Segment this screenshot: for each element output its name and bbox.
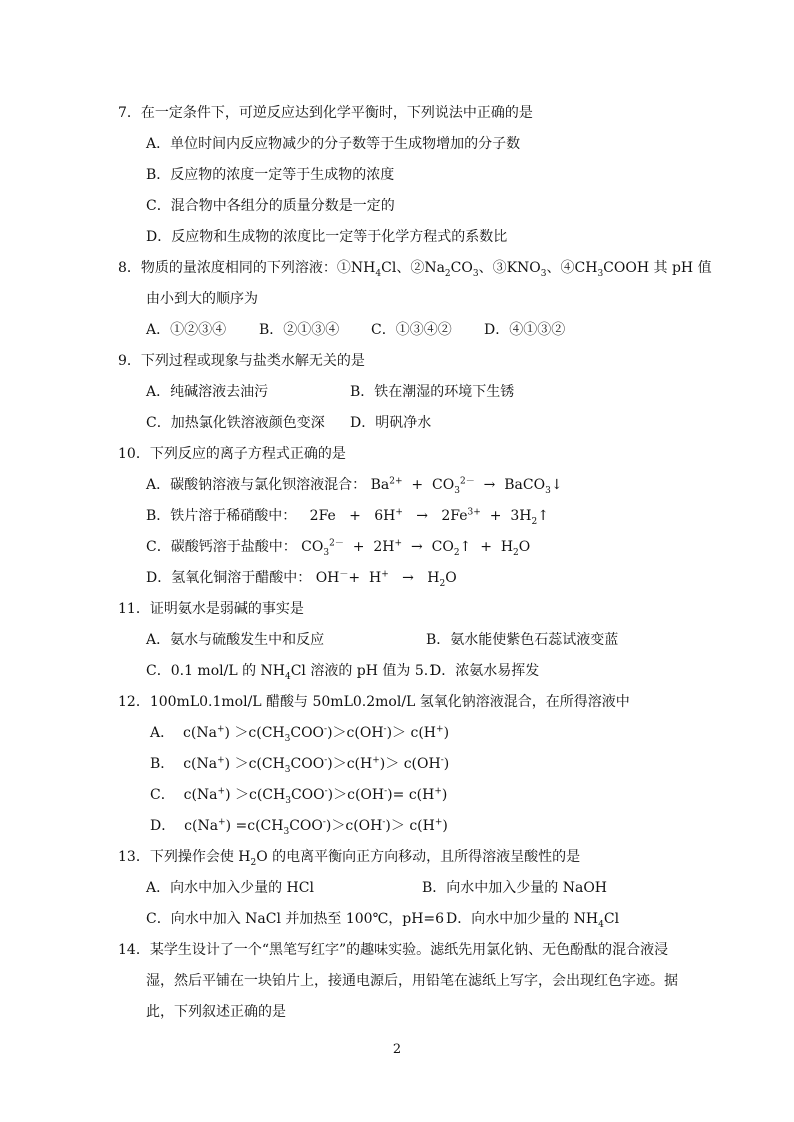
q10-option-a: A．碳酸钠溶液与氯化钡溶液混合： $Ba^{2+} + CO_3^{2-}$ → BaCO$_3$↓ xyxy=(146,476,563,496)
q8-option-d: D．④①③② xyxy=(484,322,566,338)
q12-option-a: A． $c(Na^+) >c(CH_3COO^-)>c(OH^-)> c(H^+)$ xyxy=(150,724,450,744)
q9-option-d: D．明矾净水 xyxy=(350,415,432,431)
q11-option-d: D．浓氨水易挥发 xyxy=(430,663,540,679)
q13-option-c: C．向水中加入 NaCl 并加热至 100℃，pH=6 xyxy=(146,911,445,927)
q8-option-c: C．①③④② xyxy=(371,322,452,338)
q9-stem: 9．下列过程或现象与盐类水解无关的是 xyxy=(118,353,365,369)
q14-stem-continued-2: 此，下列叙述正确的是 xyxy=(146,1004,286,1020)
q7-option-a: A．单位时间内反应物减少的分子数等于生成物增加的分子数 xyxy=(146,136,521,152)
q14-stem-continued-1: 湿，然后平铺在一块铂片上，接通电源后，用铅笔在滤纸上写字，会出现红色字迹。据 xyxy=(146,973,678,989)
q8-stem: 8．物质的量浓度相同的下列溶液：$①NH_4Cl$、$②Na_2CO_3$、$③KNO_3$、$④CH_3COOH$ 其 pH 值 xyxy=(118,260,712,279)
q10-option-c: C．碳酸钙溶于盐酸中： $CO_3^{2-} + 2H^+$ → $CO_2↑ + H_2O$ xyxy=(146,538,531,558)
q8-option-b: B．②①③④ xyxy=(259,322,340,338)
q13-option-d: D．向水中加少量的 $NH_4Cl$ xyxy=(446,911,620,930)
q12-option-c: C． $c(Na^+) >c(CH_3COO^-)>c(OH^-)= c(H^+)$ xyxy=(150,786,448,806)
q7-option-d: D．反应物和生成物的浓度比一定等于化学方程式的系数比 xyxy=(146,229,508,245)
q14-stem: 14．某学生设计了一个“黑笔写红字”的趣味实验。滤纸先用氯化钠、无色酚酞的混合液浸 xyxy=(118,942,669,958)
q10-option-b: B．铁片溶于稀硝酸中： 2Fe + 6H+ → $2Fe^{3+}$ + $3H_2↑$ xyxy=(146,507,549,527)
q8-option-a: A．①②③④ xyxy=(146,322,227,338)
q12-option-b: B． $c(Na^+) >c(CH_3COO^-)>c(H^+)> c(OH^-)$ xyxy=(150,755,450,775)
q7-option-b: B．反应物的浓度一定等于生成物的浓度 xyxy=(146,167,395,183)
q9-option-a: A．纯碱溶液去油污 xyxy=(146,384,269,400)
q9-option-c: C．加热氯化铁溶液颜色变深 xyxy=(146,415,325,431)
q11-option-b: B．氨水能使紫色石蕊试液变蓝 xyxy=(426,632,619,648)
q10-stem: 10．下列反应的离子方程式正确的是 xyxy=(118,446,346,462)
q13-stem: 13．下列操作会使 $H_2O$ 的电离平衡向正方向移动，且所得溶液呈酸性的是 xyxy=(118,849,581,868)
q11-option-c: C．0.1 mol/L 的 $NH_4Cl$ 溶液的 pH 值为 5.1 xyxy=(146,663,438,682)
q13-option-a: A．向水中加入少量的 HCl xyxy=(146,880,314,896)
q8-stem-continued: 由小到大的顺序为 xyxy=(146,291,258,307)
q9-option-b: B．铁在潮湿的环境下生锈 xyxy=(350,384,515,400)
q12-stem: 12．100mL0.1mol/L 醋酸与 50mL0.2mol/L 氢氧化钠溶液混合，在所得溶液中 xyxy=(118,694,630,710)
q12-option-d: D． $c(Na^+) =c(CH_3COO^-)>c(OH^-)> c(H^+)$ xyxy=(150,817,448,837)
q11-option-a: A．氨水与硫酸发生中和反应 xyxy=(146,632,325,648)
page-number: 2 xyxy=(392,1042,402,1057)
q7-stem: 7．在一定条件下，可逆反应达到化学平衡时，下列说法中正确的是 xyxy=(118,105,533,121)
q13-option-b: B．向水中加入少量的 NaOH xyxy=(422,880,608,896)
q7-option-c: C．混合物中各组分的质量分数是一定的 xyxy=(146,198,395,214)
q10-option-d: D．氢氧化铜溶于醋酸中： OH－+ H+ → $H_2O$ xyxy=(146,569,457,589)
q11-stem: 11．证明氨水是弱碱的事实是 xyxy=(118,601,304,617)
